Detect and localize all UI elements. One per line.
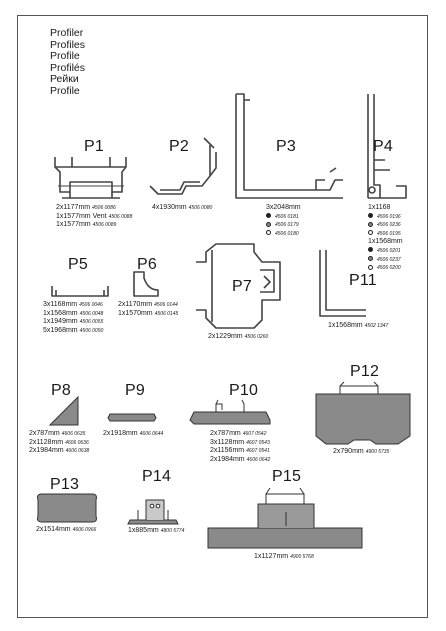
spec-line: [29, 430, 89, 439]
profile-specs-p1: [56, 204, 132, 230]
spec-part-number: 4506 0144: [154, 302, 178, 308]
spec-line: [210, 447, 270, 456]
spec-part-number: 4800 5774: [160, 528, 185, 534]
profile-specs-p3: [266, 204, 301, 238]
spec-line: [43, 318, 103, 327]
spec-length: 5x1968mm: [43, 326, 78, 334]
profile-label-p11: P11: [349, 272, 377, 289]
spec-length: 1x1577mm Vent: [56, 212, 107, 220]
profile-label-p10: P10: [229, 382, 259, 399]
heading-line: Profiler: [50, 27, 84, 39]
profile-p15-drawing: [208, 488, 362, 548]
color-swatch-icon: [266, 230, 271, 235]
heading-line: Рейки: [50, 73, 79, 85]
spec-line: [368, 247, 403, 256]
profile-specs-p13: [36, 526, 96, 535]
color-swatch-icon: [368, 213, 373, 218]
spec-line: [368, 230, 403, 239]
spec-line: [210, 430, 270, 439]
spec-line: [56, 213, 132, 222]
spec-line: [152, 204, 212, 213]
spec-part-number: 4506 0236: [377, 222, 401, 229]
profile-p10-drawing: [190, 400, 270, 424]
profile-specs-p11: [328, 322, 388, 331]
spec-length: 1x1568mm: [43, 309, 78, 317]
spec-line: [210, 439, 270, 448]
spec-part-number: 4606 0638: [65, 448, 90, 455]
spec-line: [333, 448, 389, 457]
spec-length: 3x1128mm: [210, 438, 245, 446]
profile-specs-p9: [103, 430, 163, 439]
spec-line: [266, 204, 301, 213]
profile-label-p8: P8: [51, 382, 71, 399]
spec-part-number: 4506 0195: [377, 230, 401, 237]
spec-part-number: 4607 0542: [242, 431, 267, 437]
profile-label-p15: P15: [272, 468, 302, 485]
spec-length: 1x1570mm: [118, 309, 153, 317]
spec-length: 2x1128mm: [29, 438, 64, 446]
profile-label-p3: P3: [276, 138, 296, 155]
profile-label-p14: P14: [142, 468, 172, 485]
heading-line: Profile: [50, 50, 80, 62]
spec-line: [118, 310, 178, 319]
color-swatch-icon: [266, 222, 271, 227]
spec-length: 1x1577mm: [56, 221, 91, 229]
profile-specs-p2: [152, 204, 212, 213]
spec-line: [43, 310, 103, 319]
spec-line: [118, 301, 178, 310]
profile-label-p6: P6: [137, 256, 157, 273]
spec-length: 2x1984mm: [210, 455, 245, 463]
spec-part-number: 4607 0543: [246, 439, 270, 446]
spec-length: 2x1177mm: [56, 204, 91, 211]
spec-part-number: 4506 0080: [188, 205, 213, 211]
color-swatch-icon: [266, 213, 271, 218]
spec-part-number: 4506 0086: [92, 205, 116, 211]
spec-part-number: 4606 0635: [61, 431, 86, 437]
spec-line: [368, 256, 403, 265]
heading-line: Profiles: [50, 38, 86, 51]
spec-length: 2x1170mm: [118, 301, 153, 308]
spec-line: [368, 204, 403, 213]
profile-label-p9: P9: [125, 382, 145, 399]
profile-p13-drawing: [38, 494, 97, 522]
spec-line: [128, 527, 184, 536]
spec-part-number: 4606 0644: [139, 431, 164, 437]
spec-part-number: 4506 0181: [275, 213, 299, 220]
spec-length: 2x790mm: [333, 448, 364, 455]
spec-length: 1x1568mm: [328, 322, 363, 329]
profile-p12-drawing: [316, 382, 410, 444]
spec-line: [368, 213, 403, 222]
profile-specs-p10: [210, 430, 270, 464]
spec-part-number: 4606 0966: [72, 527, 97, 533]
spec-part-number: 4506 0200: [377, 265, 401, 272]
spec-length: 3x1168mm: [43, 301, 78, 308]
spec-part-number: 4900 5768: [290, 554, 314, 560]
profile-label-p12: P12: [350, 363, 380, 380]
spec-line: [368, 238, 403, 247]
spec-length: 1x1168: [368, 204, 391, 211]
profile-label-p7: P7: [232, 278, 252, 295]
profile-specs-p8: [29, 430, 89, 456]
spec-line: [328, 322, 388, 331]
spec-line: [43, 327, 103, 336]
profile-p5-drawing: [52, 286, 108, 296]
spec-line: [29, 439, 89, 448]
spec-line: [29, 447, 89, 456]
spec-line: [368, 221, 403, 230]
profile-specs-p14: [128, 527, 184, 536]
spec-length: 2x787mm: [29, 430, 60, 437]
color-swatch-icon: [368, 247, 373, 252]
profile-specs-p7: [208, 333, 268, 342]
profile-specs-p4: [368, 204, 403, 273]
spec-line: [266, 213, 301, 222]
color-swatch-icon: [368, 265, 373, 270]
spec-line: [254, 553, 314, 562]
spec-part-number: 4607 0541: [246, 448, 270, 455]
profile-specs-p6: [118, 301, 178, 318]
spec-part-number: 4502 1347: [364, 323, 389, 329]
heading-line: Profile: [50, 84, 80, 97]
profile-label-p4: P4: [373, 138, 393, 155]
spec-part-number: 4506 0237: [377, 256, 401, 263]
spec-line: [266, 230, 301, 239]
spec-part-number: 4506 0145: [154, 310, 179, 317]
heading-line: Profilés: [50, 61, 86, 74]
spec-length: 2x1229mm: [208, 333, 243, 340]
spec-line: [368, 264, 403, 273]
spec-line: [210, 456, 270, 465]
spec-part-number: 4506 0050: [79, 327, 104, 334]
profile-label-p1: P1: [84, 138, 104, 155]
spec-line: [103, 430, 163, 439]
spec-part-number: 4506 0179: [275, 222, 299, 229]
profile-label-p2: P2: [169, 138, 189, 155]
profile-p8-drawing: [50, 397, 78, 425]
profile-specs-p5: [43, 301, 103, 335]
spec-part-number: 4506 0046: [79, 302, 103, 308]
spec-length: 2x1514mm: [36, 526, 71, 533]
spec-line: [43, 301, 103, 310]
color-swatch-icon: [368, 230, 373, 235]
color-swatch-icon: [368, 222, 373, 227]
profile-p6-drawing: [134, 272, 158, 296]
spec-length: 3x2048mm: [266, 204, 301, 211]
profile-specs-p12: [333, 448, 389, 457]
spec-part-number: 4506 0260: [244, 334, 269, 340]
spec-line: [266, 221, 301, 230]
profile-p14-drawing: [128, 500, 178, 524]
spec-line: [36, 526, 96, 535]
profile-label-p13: P13: [50, 476, 80, 493]
profile-p1-drawing: [55, 157, 126, 198]
spec-length: 1x1949mm: [43, 318, 78, 326]
spec-part-number: 4506 0180: [275, 230, 299, 237]
spec-length: 2x1984mm: [29, 447, 64, 455]
spec-length: 4x1930mm: [152, 204, 187, 211]
spec-length: 1x1127mm: [254, 553, 289, 560]
color-swatch-icon: [368, 256, 373, 261]
spec-part-number: 4506 0196: [377, 213, 401, 220]
profile-specs-p15: [254, 553, 314, 562]
profile-label-p5: P5: [68, 256, 88, 273]
spec-length: 2x787mm: [210, 430, 241, 437]
profile-p9-drawing: [108, 414, 156, 421]
spec-part-number: 4506 0201: [377, 247, 401, 254]
spec-length: 1x1568mm: [368, 238, 403, 246]
spec-part-number: 4606 0636: [65, 439, 89, 446]
spec-length: 2x1156mm: [210, 447, 245, 455]
spec-part-number: 4506 0089: [92, 222, 117, 229]
spec-part-number: 4506 0088: [108, 213, 133, 220]
spec-part-number: 4506 0048: [79, 310, 104, 317]
spec-length: 2x1918mm: [103, 430, 138, 437]
spec-length: 1x885mm: [128, 527, 159, 534]
spec-line: [56, 221, 132, 230]
spec-line: [208, 333, 268, 342]
spec-part-number: 4900 5735: [365, 449, 390, 455]
spec-part-number: 4506 0055: [79, 319, 104, 326]
spec-part-number: 4606 0642: [246, 456, 271, 463]
spec-line: [56, 204, 132, 213]
